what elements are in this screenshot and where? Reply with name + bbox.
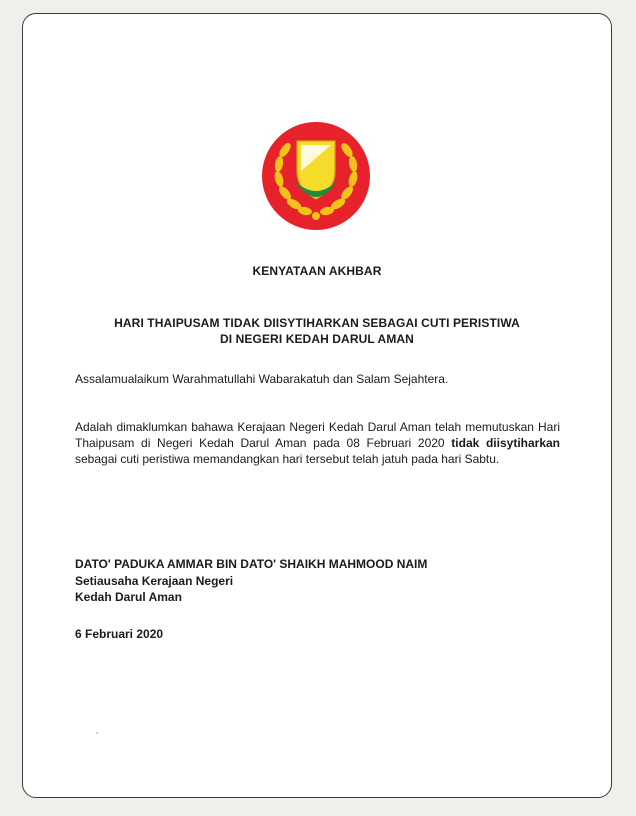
press-release-page	[22, 13, 612, 798]
document-date: 6 Februari 2020	[75, 627, 164, 641]
signatory-position-line-1: Setiausaha Kerajaan Negeri	[75, 574, 234, 588]
document-title-line-1: HARI THAIPUSAM TIDAK DIISYTIHARKAN SEBAGAI CUTI PERISTIWA	[114, 316, 520, 330]
body-paragraph	[75, 419, 560, 467]
signatory-position-line-2: Kedah Darul Aman	[75, 590, 182, 604]
body-text-part-1: Adalah dimaklumkan bahawa Kerajaan Negeri Kedah Darul Aman telah memutuskan Hari Thaipusam di Negeri Kedah Darul Aman pada 08 Februari 2020	[75, 420, 560, 450]
kedah-state-emblem-icon	[261, 121, 371, 231]
body-text-bold: tidak diisytiharkan	[451, 436, 561, 450]
greeting: Assalamualaikum Warahmatullahi Wabarakatuh dan Salam Sejahtera.	[75, 372, 449, 386]
document-heading: KENYATAAN AKHBAR	[252, 264, 382, 278]
scan-speck	[96, 732, 98, 734]
signatory-name: DATO' PADUKA AMMAR BIN DATO' SHAIKH MAHMOOD NAIM	[75, 557, 428, 571]
body-text-part-2: sebagai cuti peristiwa memandangkan hari tersebut telah jatuh pada hari Sabtu.	[75, 452, 500, 466]
document-title-line-2: DI NEGERI KEDAH DARUL AMAN	[220, 332, 414, 346]
